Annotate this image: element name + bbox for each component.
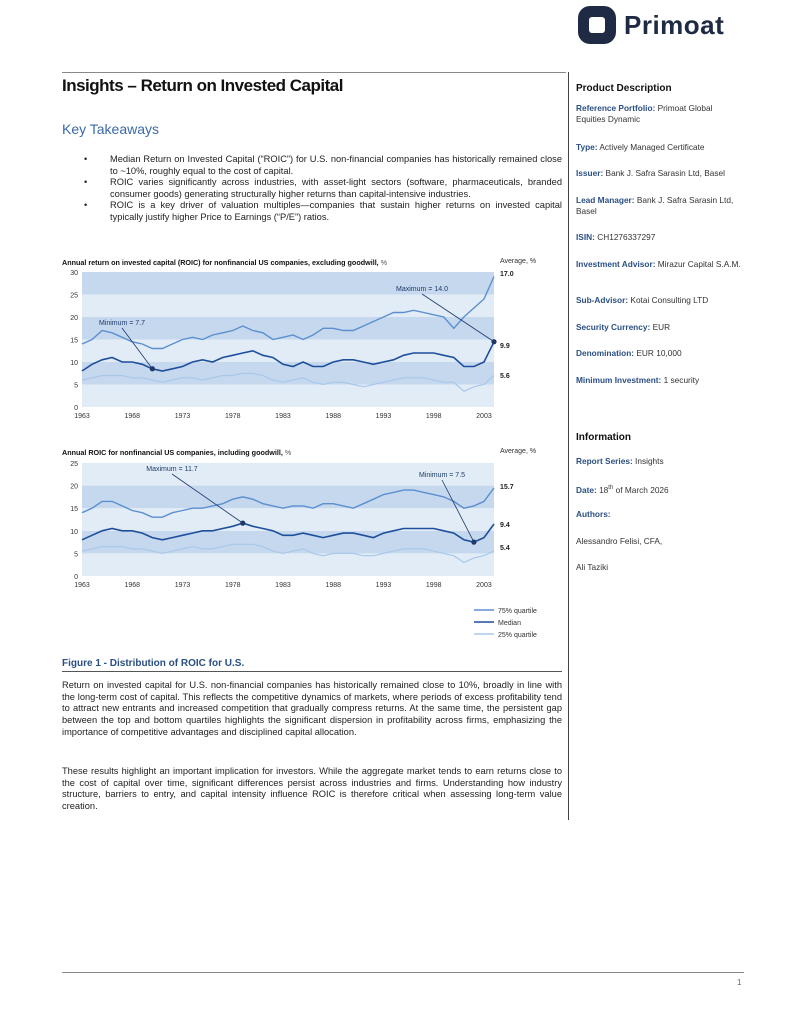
product-field — [576, 195, 741, 216]
caption-divider — [62, 671, 562, 672]
x-tick-label: 1963 — [74, 582, 90, 589]
x-tick-label: 1968 — [124, 582, 141, 589]
product-field-value: Bank J. Safra Sarasin Ltd, Basel — [605, 168, 725, 178]
info-label: Date: — [576, 484, 597, 495]
chart1-average-label: Average, % — [500, 258, 537, 265]
y-tick-label: 10 — [70, 528, 78, 536]
chart1-title-text: Annual return on invested capital (ROIC) for nonfinancial US companies, excluding goodwill, — [62, 258, 379, 267]
annotation-label: Minimum = 7.7 — [98, 320, 146, 327]
x-tick-label: 1978 — [224, 413, 241, 420]
product-field — [576, 232, 741, 243]
product-field-label: Investment Advisor: — [576, 259, 656, 269]
product-field-value: Mirazur Capital S.A.M. — [657, 259, 741, 269]
bullet-item: • ROIC is a key driver of valuation multiples—companies that sustain higher returns on invested capital typically justify higher Price to Earnings (“P/E”) ratios. — [84, 200, 562, 223]
x-tick-label: 1998 — [425, 413, 442, 420]
chart2-plot — [62, 457, 562, 597]
y-tick-label: 5 — [74, 382, 78, 390]
figure-caption: Figure 1 - Distribution of ROIC for U.S. — [62, 658, 245, 669]
product-field-value: EUR 10,000 — [636, 348, 682, 358]
y-tick-label: 0 — [74, 405, 78, 412]
page-title: Insights – Return on Invested Capital — [62, 76, 343, 95]
info-value: 18th of March 2026 — [599, 484, 669, 495]
product-field — [576, 168, 741, 179]
grid-band — [82, 340, 494, 363]
x-tick-label: 2003 — [476, 582, 492, 589]
bullet-item: • Median Return on Invested Capital (“ROIC”) for U.S. non-financial companies has historically remained close to ~10%, roughly equal to the cost of capital. — [84, 154, 562, 177]
annotation-point — [491, 339, 496, 344]
info-date — [576, 483, 741, 495]
product-field — [576, 348, 741, 359]
annotation-label: Minimum = 7.5 — [418, 472, 466, 479]
x-tick-label: 1963 — [74, 413, 90, 420]
chart2-unit: % — [284, 448, 292, 457]
product-field — [576, 322, 741, 333]
product-field-label: Issuer: — [576, 168, 604, 178]
legend-label: Median — [498, 620, 521, 627]
product-field-value: Primoat Global Equities Dynamic — [576, 103, 713, 124]
bullet-item: • ROIC varies significantly across industries, with asset-light sectors (software, pharmaceuticals, branded consumer goods) generating structurally higher returns than capital-intensive industries. — [84, 177, 562, 200]
product-field-label: Reference Portfolio: — [576, 103, 656, 113]
y-tick-label: 10 — [70, 360, 78, 367]
grid-band — [82, 553, 494, 576]
product-field-label: Security Currency: — [576, 322, 651, 332]
info-value: Insights — [635, 456, 664, 466]
y-tick-label: 20 — [70, 315, 78, 322]
annotation-point — [240, 521, 245, 526]
product-field — [576, 295, 741, 306]
x-tick-label: 1988 — [325, 582, 342, 589]
column-divider — [568, 72, 569, 820]
product-description-heading: Product Description — [576, 83, 672, 94]
x-tick-label: 1978 — [224, 582, 241, 589]
annotation-label: Maximum = 14.0 — [396, 286, 448, 293]
x-tick-label: 1983 — [275, 582, 291, 589]
average-value-label: 9.4 — [500, 522, 510, 529]
author-name: Ali Taziki — [576, 562, 609, 572]
y-tick-label: 20 — [70, 483, 78, 491]
product-field — [576, 142, 741, 153]
y-tick-label: 25 — [70, 461, 78, 468]
product-field-value: CH1276337297 — [597, 232, 656, 242]
legend-label: 75% quartile — [498, 608, 537, 615]
x-tick-label: 1998 — [425, 582, 442, 589]
grid-band — [82, 486, 494, 509]
legend-label: 25% quartile — [498, 632, 537, 639]
x-tick-label: 1993 — [375, 413, 392, 420]
annotation-point — [150, 366, 155, 371]
y-tick-label: 30 — [70, 270, 78, 277]
product-field-label: ISIN: — [576, 232, 595, 242]
body-paragraph: Return on invested capital for U.S. non-financial companies has historically remained close to 10%, broadly in line with the long-term cost of capital. This reflects the competitive dynamics of markets, where periods of excess profitability tend to attract new entrants and increased competition that gradually compress returns. At the same time, the persistent gap between the top and bottom quartiles highlights the significant dispersion in profitability across firms, emphasizing the importance of competitive advantages and disciplined capital allocation. — [62, 680, 562, 737]
chart1-unit: % — [380, 258, 388, 267]
chart2-average-label: Average, % — [500, 448, 537, 455]
section-subtitle: Key Takeaways — [62, 121, 160, 137]
y-tick-label: 15 — [70, 506, 78, 514]
product-field-value: Kotai Consulting LTD — [630, 295, 709, 305]
y-tick-label: 5 — [74, 551, 78, 559]
average-value-label: 5.6 — [500, 373, 510, 380]
key-takeaways-list — [84, 154, 562, 223]
grid-band — [82, 295, 494, 318]
information-heading: Information — [576, 432, 631, 443]
product-field-label: Lead Manager: — [576, 195, 635, 205]
info-authors — [576, 509, 741, 520]
annotation-label: Maximum = 11.7 — [146, 466, 198, 473]
product-field-label: Denomination: — [576, 348, 635, 358]
x-tick-label: 1973 — [174, 413, 191, 420]
body-paragraph: These results highlight an important implication for investors. While the aggregate market tends to earn returns close to the cost of capital over time, significant differences persist across industries and firms. Understanding how industry structure, barriers to entry, and capital intensity influence ROIC is therefore critical when assessing long-term value creation. — [62, 766, 562, 812]
x-tick-label: 1968 — [124, 413, 141, 420]
footer-divider — [62, 972, 744, 973]
product-field-value: Bank J. Safra Sarasin Ltd, Basel — [576, 195, 734, 216]
x-tick-label: 2003 — [476, 413, 492, 420]
chart1-plot — [62, 266, 562, 428]
x-tick-label: 1993 — [375, 582, 392, 589]
info-report-series — [576, 456, 741, 467]
info-label: Report Series: — [576, 456, 633, 466]
product-field — [576, 103, 741, 124]
annotation-point — [471, 540, 476, 545]
grid-band — [82, 508, 494, 531]
info-label: Authors: — [576, 509, 611, 519]
average-value-label: 9.9 — [500, 343, 510, 350]
x-tick-label: 1988 — [325, 413, 342, 420]
x-tick-label: 1983 — [275, 413, 291, 420]
y-tick-label: 0 — [74, 574, 78, 581]
product-field-label: Minimum Investment: — [576, 375, 662, 385]
y-tick-label: 15 — [70, 337, 78, 345]
grid-band — [82, 385, 494, 408]
chart-legend — [470, 604, 565, 644]
product-field-label: Sub-Advisor: — [576, 295, 629, 305]
average-value-label: 15.7 — [500, 484, 514, 491]
average-value-label: 5.4 — [500, 545, 510, 552]
logo-icon — [578, 6, 616, 44]
page-number: 1 — [737, 978, 742, 987]
product-field — [576, 259, 741, 270]
chart2-title-text: Annual ROIC for nonfinancial US companies, including goodwill, — [62, 448, 283, 457]
average-value-label: 17.0 — [500, 271, 514, 278]
product-field-value: 1 security — [663, 375, 700, 385]
product-field — [576, 375, 741, 386]
chart2-title — [62, 448, 291, 457]
brand-name: Primoat — [624, 9, 725, 40]
product-field-value: Actively Managed Certificate — [599, 142, 705, 152]
title-divider — [62, 72, 566, 73]
y-tick-label: 25 — [70, 292, 78, 300]
author-name: Alessandro Felisi, CFA, — [576, 536, 663, 546]
product-field-label: Type: — [576, 142, 598, 152]
brand-logo — [578, 6, 724, 44]
x-tick-label: 1973 — [174, 582, 191, 589]
product-field-value: EUR — [652, 322, 671, 332]
